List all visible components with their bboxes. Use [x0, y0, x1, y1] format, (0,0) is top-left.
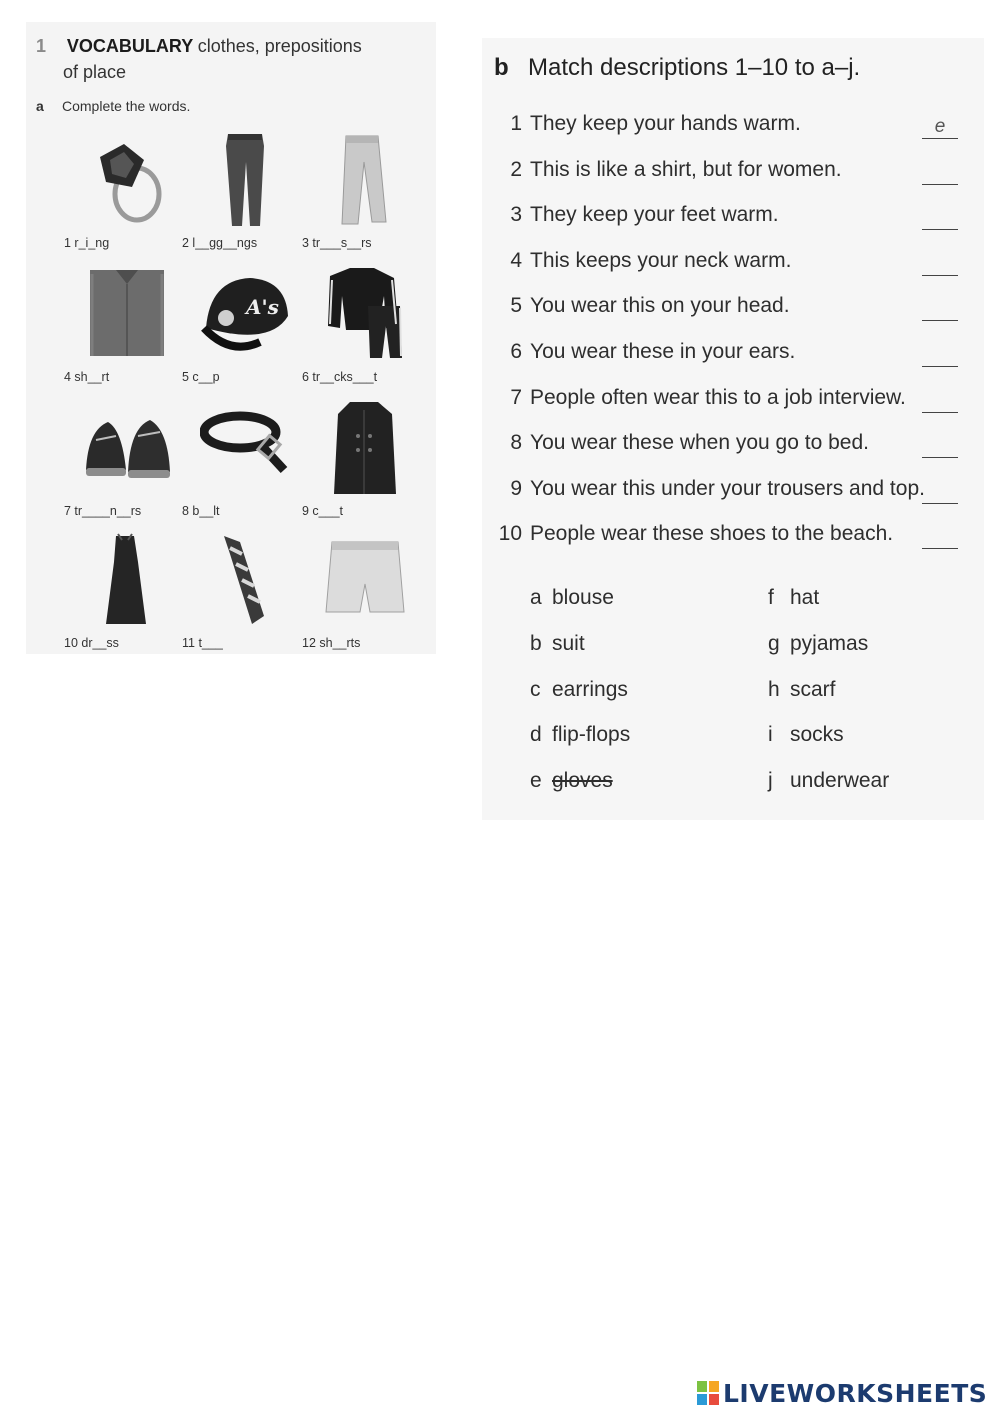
item-caption: 5 c__p	[182, 370, 220, 384]
item-caption: 4 sh__rt	[64, 370, 110, 384]
tie-icon	[200, 532, 290, 628]
option-g	[768, 632, 868, 656]
section-subtitle-cont: of place	[63, 62, 127, 82]
item-dress	[64, 532, 184, 650]
item-caption: 9 c___t	[302, 504, 344, 518]
answer-blank-8[interactable]	[922, 435, 958, 458]
cap-icon	[200, 266, 290, 362]
section-number: 1	[36, 36, 47, 56]
option-word: socks	[790, 723, 844, 746]
item-caption: 11 t___	[182, 636, 223, 650]
option-b	[530, 632, 585, 656]
item-shorts	[302, 532, 422, 650]
option-h	[768, 678, 836, 702]
question-1	[488, 112, 801, 136]
option-letter: h	[768, 678, 780, 701]
option-i	[768, 723, 844, 747]
option-letter: g	[768, 632, 780, 655]
option-a	[530, 586, 614, 610]
option-word: flip-flops	[552, 723, 631, 746]
shorts-icon	[320, 532, 410, 628]
part-a-instruction: Complete the words.	[62, 98, 191, 114]
item-trainers	[64, 400, 184, 518]
question-number: 5	[510, 294, 522, 317]
item-cap	[182, 266, 302, 384]
option-letter: a	[530, 586, 542, 609]
answer-blank-3[interactable]	[922, 207, 958, 230]
leggings-icon	[200, 132, 290, 228]
vocabulary-panel	[26, 22, 436, 654]
question-5	[488, 294, 790, 318]
question-number: 10	[498, 522, 522, 545]
question-text: People often wear this to a job interview.	[530, 386, 906, 409]
option-letter: f	[768, 586, 774, 609]
question-number: 9	[510, 477, 522, 500]
question-number: 6	[510, 340, 522, 363]
answer-blank-6[interactable]	[922, 344, 958, 367]
option-f	[768, 586, 819, 610]
item-caption: 3 tr___s__rs	[302, 236, 372, 250]
section-heading	[36, 36, 362, 57]
option-c	[530, 678, 628, 702]
question-8	[488, 431, 869, 455]
answer-blank-5[interactable]	[922, 298, 958, 321]
item-caption: 8 b__lt	[182, 504, 220, 518]
item-caption: 2 l__gg__ngs	[182, 236, 258, 250]
question-number: 4	[510, 249, 522, 272]
question-text: You wear this on your head.	[530, 294, 790, 317]
item-caption: 1 r_i_ng	[64, 236, 110, 250]
item-tie	[182, 532, 302, 650]
coat-icon	[320, 400, 410, 496]
question-4	[488, 249, 791, 273]
trousers-icon	[320, 132, 410, 228]
question-number: 8	[510, 431, 522, 454]
option-d	[530, 723, 630, 747]
item-shirt	[64, 266, 184, 384]
item-coat	[302, 400, 422, 518]
question-9	[488, 477, 925, 501]
answer-blank-2[interactable]	[922, 162, 958, 185]
question-10	[488, 522, 893, 546]
answer-blank-4[interactable]	[922, 253, 958, 276]
section-subtitle: clothes, prepositions	[197, 36, 362, 56]
part-a-label: a	[36, 98, 44, 114]
option-letter: i	[768, 723, 773, 746]
option-word: scarf	[790, 678, 836, 701]
tracksuit-icon	[320, 266, 410, 362]
option-word: gloves	[552, 769, 613, 792]
question-text: This is like a shirt, but for women.	[530, 158, 842, 181]
part-a-heading	[36, 98, 190, 114]
option-word: blouse	[552, 586, 614, 609]
part-b-instruction: Match descriptions 1–10 to a–j.	[528, 54, 861, 81]
question-text: This keeps your neck warm.	[530, 249, 792, 272]
item-tracksuit	[302, 266, 422, 384]
option-letter: c	[530, 678, 541, 701]
liveworksheets-logo-icon	[697, 1381, 719, 1405]
answer-blank-9[interactable]	[922, 481, 958, 504]
question-text: They keep your hands warm.	[530, 112, 801, 135]
liveworksheets-brand[interactable]	[697, 1378, 987, 1408]
question-number: 7	[510, 386, 522, 409]
option-word: hat	[790, 586, 820, 609]
option-word: suit	[552, 632, 585, 655]
item-caption: 12 sh__rts	[302, 636, 361, 650]
dress-icon	[82, 532, 172, 628]
question-number: 1	[510, 112, 522, 135]
matching-panel	[482, 38, 984, 820]
item-caption: 7 tr____n__rs	[64, 504, 142, 518]
item-caption: 6 tr__cks___t	[302, 370, 378, 384]
item-caption: 10 dr__ss	[64, 636, 119, 650]
option-letter: e	[530, 769, 542, 792]
question-text: People wear these shoes to the beach.	[530, 522, 894, 545]
option-word: pyjamas	[790, 632, 869, 655]
question-number: 2	[510, 158, 522, 181]
belt-icon	[200, 400, 290, 496]
question-3	[488, 203, 779, 227]
question-6	[488, 340, 795, 364]
option-letter: j	[768, 769, 773, 792]
item-leggings	[182, 132, 302, 250]
option-letter: d	[530, 723, 542, 746]
option-word: underwear	[790, 769, 890, 792]
part-b-label: b	[494, 54, 509, 81]
brand-name: LIVEWORKSHEETS	[723, 1378, 988, 1408]
option-j	[768, 769, 889, 793]
answer-blank-10[interactable]	[922, 526, 958, 549]
section-title: VOCABULARY	[66, 36, 194, 56]
option-word: earrings	[552, 678, 628, 701]
question-2	[488, 158, 842, 182]
answer-blank-7[interactable]	[922, 390, 958, 413]
answer-blank-1[interactable]: e	[922, 116, 958, 139]
question-text: You wear these in your ears.	[530, 340, 796, 363]
svg-text:A's: A's	[246, 295, 279, 319]
question-text: You wear these when you go to bed.	[530, 431, 869, 454]
trainers-icon	[82, 400, 172, 496]
option-letter: b	[530, 632, 542, 655]
shirt-icon	[82, 266, 172, 362]
question-7	[488, 386, 906, 410]
ring-icon	[82, 132, 172, 228]
item-trousers	[302, 132, 422, 250]
option-e	[530, 769, 613, 793]
item-ring	[64, 132, 184, 250]
question-number: 3	[510, 203, 522, 226]
question-text: They keep your feet warm.	[530, 203, 779, 226]
part-b-heading	[494, 54, 860, 82]
item-belt	[182, 400, 302, 518]
question-text: You wear this under your trousers and top.	[530, 477, 925, 500]
